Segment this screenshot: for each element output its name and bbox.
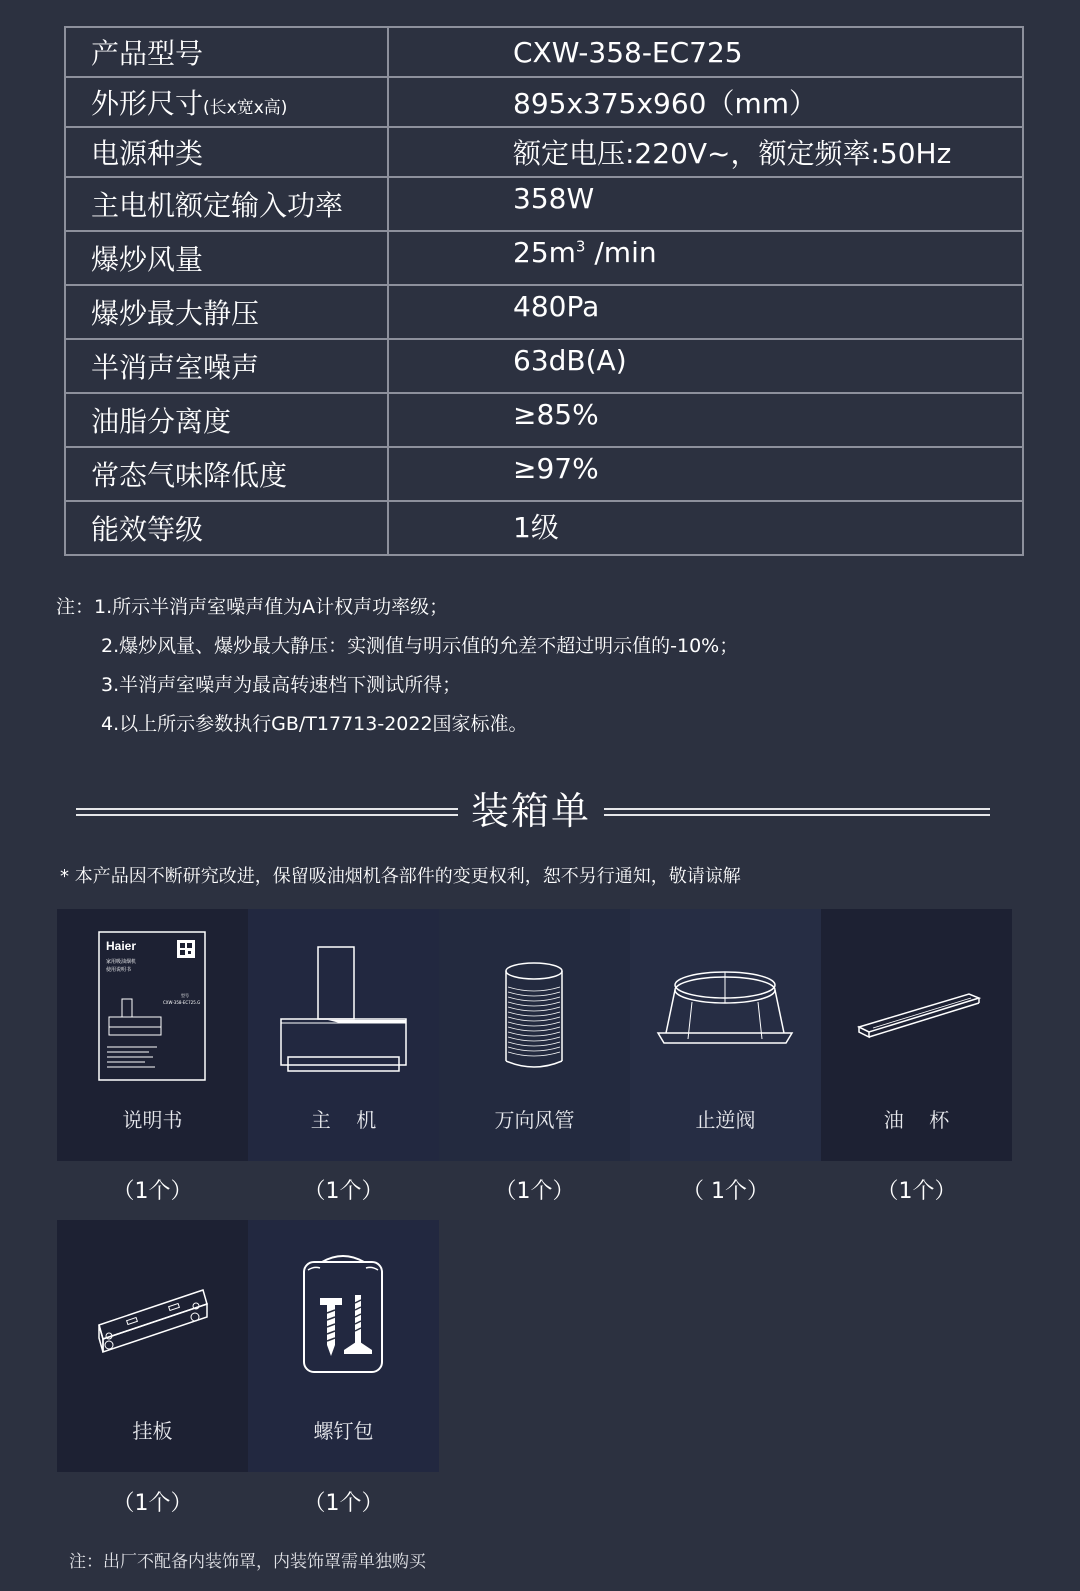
disclaimer: * 本产品因不断研究改进，保留吸油烟机各部件的变更权利，恕不另行通知，敬请谅解 [60, 866, 741, 887]
table-row [65, 501, 1023, 555]
spec-value: 63dB(A) [388, 339, 1023, 393]
item-name: 主 机 [310, 1108, 377, 1132]
spec-label: 能效等级 [65, 501, 388, 555]
item-qty: （1个） [303, 1491, 384, 1516]
item-name: 说明书 [122, 1108, 183, 1132]
spec-label: 产品型号 [65, 27, 388, 77]
spec-value: ≥97% [388, 447, 1023, 501]
item-name: 螺钉包 [313, 1419, 374, 1443]
item-qty: （1个） [876, 1179, 957, 1204]
manual-icon [57, 909, 248, 1109]
note-line: 4.以上所示参数执行GB/T17713-2022国家标准。 [101, 713, 528, 735]
item-qty: （1个） [112, 1491, 193, 1516]
spec-value [388, 231, 1023, 285]
table-row [65, 285, 1023, 339]
section-title: 装箱单 [470, 789, 591, 833]
manual-tag: 型号 [181, 993, 189, 998]
spec-label [65, 77, 388, 127]
oil-cup-icon [821, 909, 1012, 1109]
spec-label: 爆炒最大静压 [65, 285, 388, 339]
airflow-value: 25m [513, 236, 576, 269]
item-name: 挂板 [132, 1419, 173, 1443]
spec-label: 油脂分离度 [65, 393, 388, 447]
table-row [65, 177, 1023, 231]
airflow-unit: /min [585, 236, 657, 269]
table-row [65, 447, 1023, 501]
spec-label: 电源种类 [65, 127, 388, 177]
item-card-screw-pack [248, 1220, 439, 1472]
spec-label-note: (长x宽x高) [203, 98, 288, 118]
spec-value: 895x375x960（mm） [388, 77, 1023, 127]
spec-notes [56, 588, 738, 744]
packing-list-header [76, 786, 990, 836]
spec-value: 1级 [388, 501, 1023, 555]
item-qty: （ 1个） [682, 1179, 769, 1204]
manual-model: CXW-358-EC725.G [163, 1000, 201, 1005]
spec-label: 半消声室噪声 [65, 339, 388, 393]
range-hood-icon [248, 909, 439, 1109]
item-card-check-valve [630, 909, 821, 1161]
note-line: 注：1.所示半消声室噪声值为A计权声功率级； [56, 596, 449, 618]
item-card-oil-cup [821, 909, 1012, 1161]
item-card-manual [57, 909, 248, 1161]
spec-value: CXW-358-EC725 [388, 27, 1023, 77]
spec-label: 主电机额定输入功率 [65, 177, 388, 231]
table-row [65, 127, 1023, 177]
item-name: 油 杯 [883, 1108, 950, 1132]
table-row [65, 27, 1023, 77]
spec-label: 常态气味降低度 [65, 447, 388, 501]
screw-pack-icon [248, 1220, 439, 1420]
item-qty: （1个） [112, 1179, 193, 1204]
spec-value: 358W [388, 177, 1023, 231]
duct-icon [439, 909, 630, 1109]
spec-table [64, 26, 1024, 556]
spec-value: ≥85% [388, 393, 1023, 447]
table-row [65, 393, 1023, 447]
item-card-mounting-plate [57, 1220, 248, 1472]
note-line: 3.半消声室噪声为最高转速档下测试所得； [101, 674, 462, 696]
spec-label-text: 外形尺寸 [91, 87, 204, 120]
item-qty: （1个） [494, 1179, 575, 1204]
item-card-main-unit [248, 909, 439, 1161]
check-valve-icon [630, 909, 821, 1109]
item-name: 万向风管 [494, 1108, 575, 1132]
airflow-exponent: 3 [575, 237, 586, 256]
item-qty: （1个） [303, 1179, 384, 1204]
manual-line1: 家用吸油烟机 [106, 959, 137, 965]
divider [604, 808, 990, 816]
divider [76, 808, 458, 816]
item-name: 止逆阀 [695, 1108, 756, 1132]
manual-line2: 使用说明书 [106, 967, 132, 973]
table-row [65, 231, 1023, 285]
spec-value: 480Pa [388, 285, 1023, 339]
spec-label: 爆炒风量 [65, 231, 388, 285]
manual-brand: Haier [106, 939, 137, 953]
note-line: 2.爆炒风量、爆炒最大静压：实测值与明示值的允差不超过明示值的-10%； [101, 635, 739, 657]
spec-value: 额定电压:220V~，额定频率:50Hz [388, 127, 1023, 177]
item-card-duct [439, 909, 630, 1161]
table-row [65, 339, 1023, 393]
footnote: 注：出厂不配备内装饰罩，内装饰罩需单独购买 [69, 1552, 426, 1572]
mounting-plate-icon [57, 1220, 248, 1420]
table-row [65, 77, 1023, 127]
